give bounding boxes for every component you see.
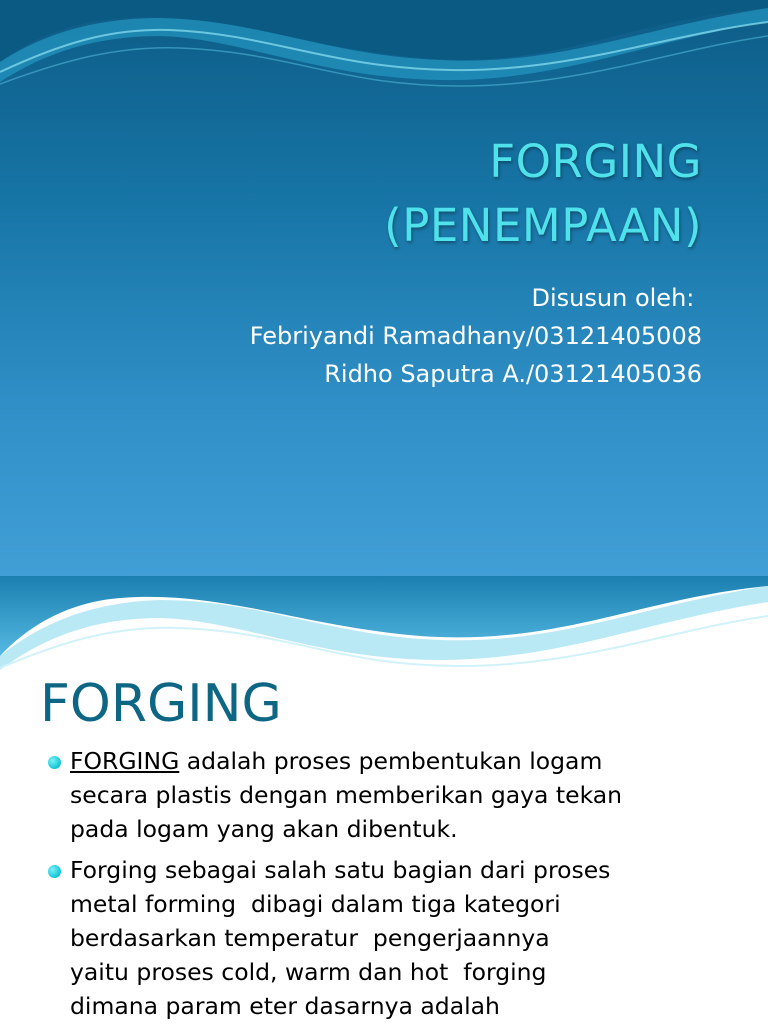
bullet-line: Forging sebagai salah satu bagian dari proses xyxy=(70,856,611,884)
bullet-line: metal forming dibagi dalam tiga kategori xyxy=(70,890,561,918)
slide-title-line-2: (PENEMPAAN) xyxy=(384,199,702,252)
content-slide xyxy=(0,576,768,1024)
subtitle-line-author-1: Febriyandi Ramadhany/03121405008 xyxy=(249,322,702,350)
bullet-item-1 xyxy=(46,744,736,846)
bullet-keyword: FORGING xyxy=(70,747,180,775)
bullet-list xyxy=(46,744,736,1024)
bullet-line: pada logam yang akan dibentuk. xyxy=(70,815,458,843)
bullet-line: berdasarkan temperatur pengerjaannya xyxy=(70,924,550,952)
bullet-dot-icon xyxy=(48,756,61,769)
subtitle-line-author-2: Ridho Saputra A./03121405036 xyxy=(324,360,702,388)
content-slide-title: FORGING xyxy=(40,674,282,734)
decorative-wave-light xyxy=(0,576,768,676)
decorative-wave xyxy=(0,0,768,110)
bullet-dot-icon xyxy=(48,865,61,878)
bullet-line: secara plastis dengan memberikan gaya tekan xyxy=(70,781,623,809)
subtitle-block xyxy=(250,279,702,393)
bullet-item-2 xyxy=(46,853,736,1023)
subtitle-line-author-intro: Disusun oleh: xyxy=(531,284,702,312)
bullet-line: adalah proses pembentukan logam xyxy=(179,747,603,775)
bullet-line: dimana param eter dasarnya adalah xyxy=(70,992,500,1020)
slide-title-line-1: FORGING xyxy=(489,135,702,188)
bullet-line: yaitu proses cold, warm dan hot forging xyxy=(70,958,547,986)
